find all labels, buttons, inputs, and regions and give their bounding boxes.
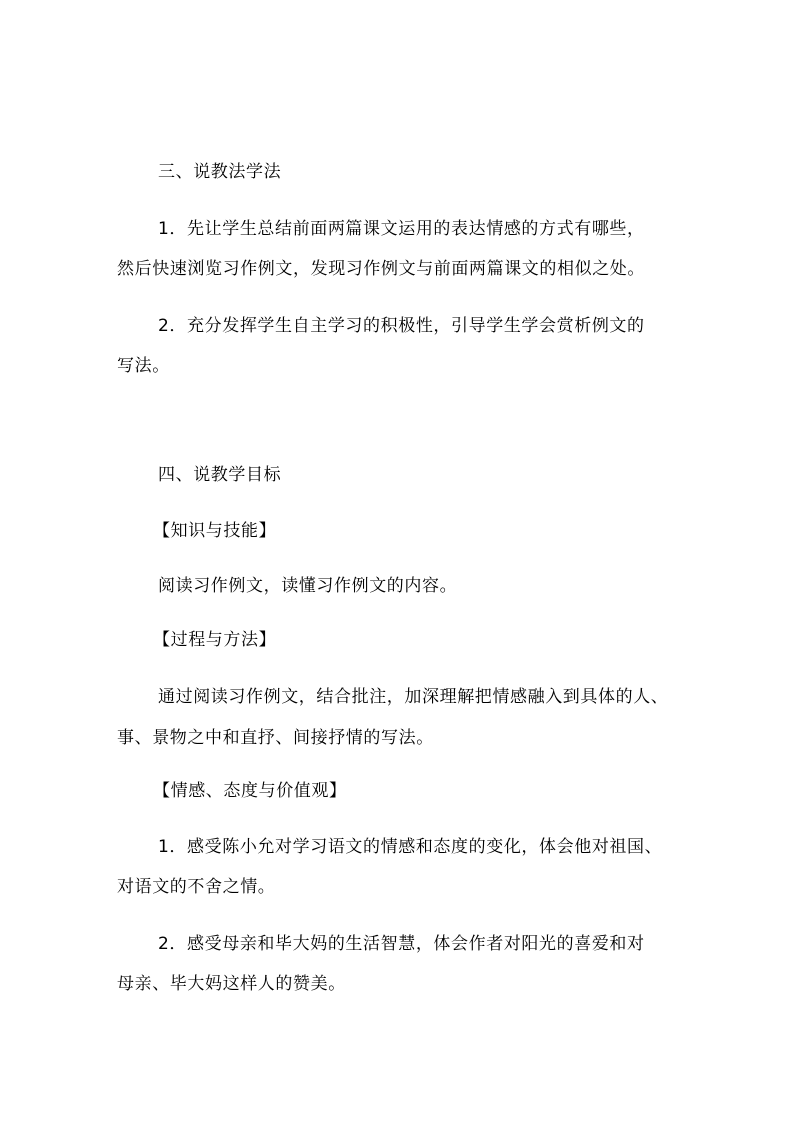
methods-item-1-line-2: 然后快速浏览习作例文，发现习作例文与前面两篇课文的相似之处。 [117, 259, 645, 279]
process-method-heading: 【过程与方法】 [153, 630, 277, 650]
emotion-item-1-line-1: 1．感受陈小允对学习语文的情感和态度的变化，体会他对祖国、 [158, 837, 663, 857]
knowledge-skills-text: 阅读习作例文，读懂习作例文的内容。 [158, 576, 458, 596]
methods-item-1-line-1: 1．先让学生总结前面两篇课文运用的表达情感的方式有哪些， [158, 219, 645, 239]
emotion-item-2-line-2: 母亲、毕大妈这样人的赞美。 [117, 974, 346, 994]
methods-item-2-line-1: 2．充分发挥学生自主学习的积极性，引导学生学会赏析例文的 [158, 316, 645, 336]
methods-item-2-line-2: 写法。 [117, 356, 170, 376]
section-heading-methods: 三、说教法学法 [158, 162, 282, 182]
emotion-item-1-line-2: 对语文的不舍之情。 [117, 877, 276, 897]
process-method-line-1: 通过阅读习作例文，结合批注，加深理解把情感融入到具体的人、 [158, 687, 669, 707]
emotion-item-2-line-1: 2．感受母亲和毕大妈的生活智慧，体会作者对阳光的喜爱和对 [158, 934, 645, 954]
knowledge-skills-heading: 【知识与技能】 [153, 521, 277, 541]
emotion-values-heading: 【情感、态度与价值观】 [153, 781, 347, 801]
section-heading-objectives: 四、说教学目标 [158, 465, 282, 485]
process-method-line-2: 事、景物之中和直抒、间接抒情的写法。 [117, 728, 434, 748]
